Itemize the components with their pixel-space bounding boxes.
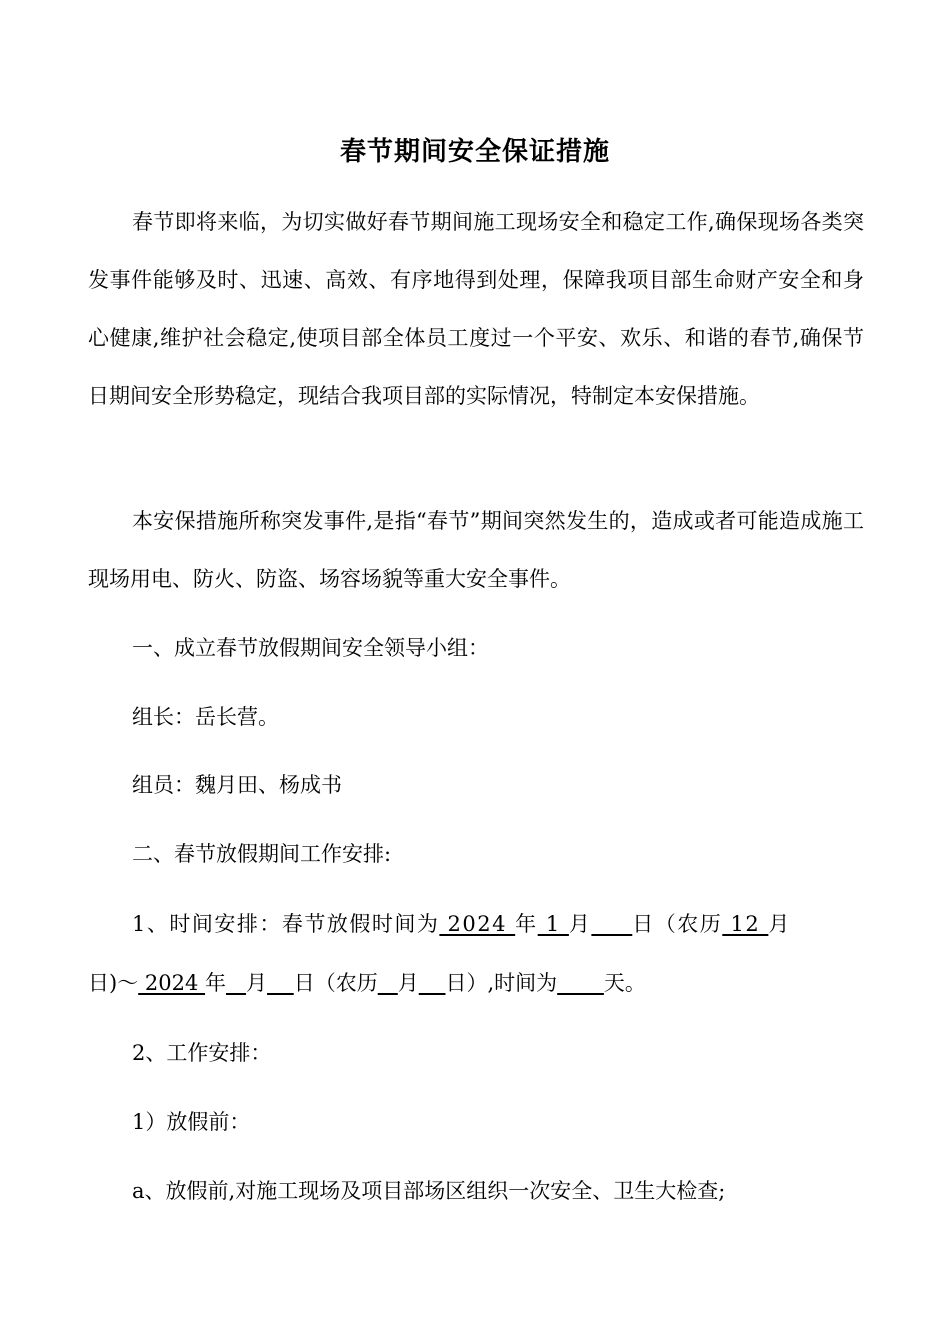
lunar-start-month-field: 12 [722,912,769,936]
end-day-lunar-label: 日（农历 [293,971,378,995]
time-prefix: 1、时间安排：春节放假时间为 [132,912,440,936]
day-lunar-label: 日（农历 [632,912,723,936]
work-arrangement-heading: 2、工作安排： [132,1041,272,1065]
end-day-blank [267,971,294,995]
lunar-end-month-blank [378,971,398,995]
time-arrangement-line2 [88,963,864,1003]
before-holiday-heading: 1）放假前： [132,1110,251,1134]
section1-heading: 一、成立春节放假期间安全领导小组： [132,636,489,660]
days-label: 天。 [603,971,646,995]
time-arrangement-line1 [88,904,864,944]
start-month-field: 1 [537,912,569,936]
days-blank [557,971,604,995]
section2-heading: 二、春节放假期间工作安排: [132,842,392,866]
line2-start-label: 日)～ [88,971,139,995]
end-year-field: 2024 [138,971,205,995]
leader-line: 组长：岳长营。 [132,705,279,729]
end-month-blank [226,971,246,995]
line1-end-label: 月 [768,912,791,936]
item-a: a、放假前,对施工现场及项目部场区组织一次安全、卫生大检查; [132,1179,726,1203]
document-title: 春节期间安全保证措施 [339,137,610,167]
members-line: 组员：魏月田、杨成书 [132,773,342,797]
intro-paragraph: 春节即将来临，为切实做好春节期间施工现场安全和稳定工作,确保现场各类突发事件能够及时、迅速、高效、有序地得到处理，保障我项目部生命财产安全和身心健康,维护社会稳定,使项目部全体员工度过一个平安、欢乐、和谐的春节,确保节日期间安全形势稳定，现结合我项目部的实际情况，特制定本安保措施。 [88,210,864,408]
start-day-blank [591,912,632,936]
lunar-end-month-label: 月 [397,971,419,995]
start-year-field: 2024 [439,912,516,936]
definition-paragraph: 本安保措施所称突发事件,是指“春节”期间突然发生的，造成或者可能造成施工现场用电、防火、防盗、场容场貌等重大安全事件。 [88,509,864,591]
end-month-label: 月 [246,971,268,995]
end-year-label: 年 [205,971,226,995]
month-label: 月 [568,912,592,936]
lunar-end-day-blank [419,971,446,995]
lunar-end-day-label: 日）,时间为 [445,971,558,995]
year-label: 年 [515,912,538,936]
